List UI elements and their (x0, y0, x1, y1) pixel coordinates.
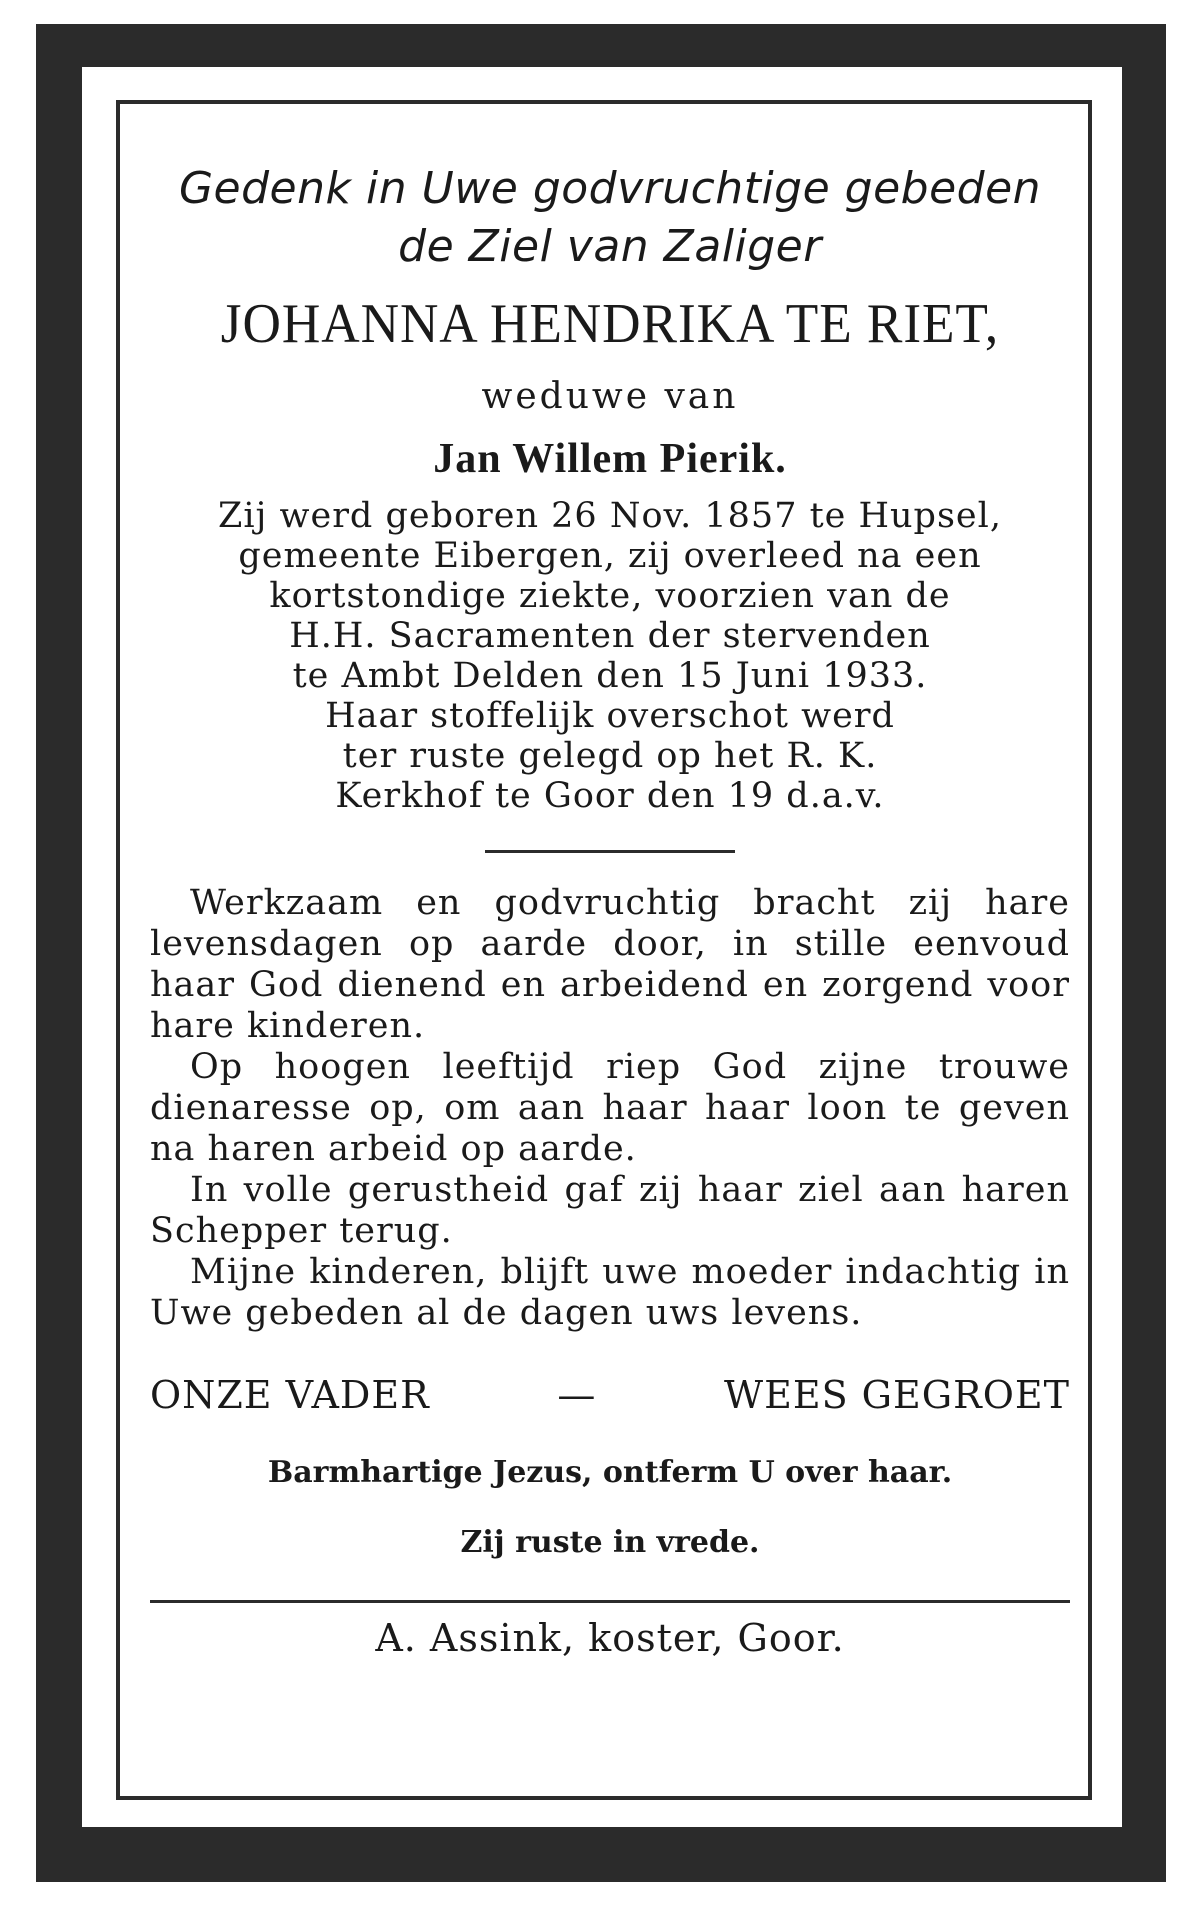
biography-line: Kerkhof te Goor den 19 d.a.v. (335, 776, 885, 816)
intro-line-1: Gedenk in Uwe godvruchtige gebeden (178, 163, 1042, 214)
biography-line: H.H. Sacramenten der stervenden (289, 616, 931, 656)
biography-line: gemeente Eibergen, zij overleed na een (238, 536, 982, 576)
printer-credit: A. Assink, koster, Goor. (375, 1616, 845, 1660)
intro-heading (150, 160, 1070, 276)
husband-name: Jan Willem Pierik. (433, 436, 787, 482)
biography-line: te Ambt Delden den 15 Juni 1933. (292, 656, 928, 696)
biography-line: ter ruste gelegd op het R. K. (342, 736, 878, 776)
tribute-text (150, 883, 1070, 1334)
biography (150, 496, 1070, 816)
biography-line: kortstondige ziekte, voorzien van de (269, 576, 951, 616)
tribute-paragraph: Mijne kinderen, blijft uwe moeder indachtig in Uwe gebeden al de dagen uws levens. (150, 1252, 1070, 1333)
prayers-line (150, 1370, 1070, 1420)
card-content (150, 160, 1070, 1663)
widow-of-label: weduwe van (481, 376, 739, 417)
deceased-name: JOHANNA HENDRIKA TE RIET, (220, 293, 1000, 355)
biography-line: Zij werd geboren 26 Nov. 1857 te Hupsel, (218, 496, 1002, 536)
footer-divider (150, 1600, 1070, 1603)
invocation: Barmhartige Jezus, ontferm U over haar. (267, 1455, 953, 1490)
prayer-hail-mary: WEES GEGROET (724, 1373, 1070, 1417)
section-divider (485, 850, 735, 853)
biography-line: Haar stoffelijk overschot werd (325, 696, 895, 736)
prayer-our-father: ONZE VADER (150, 1373, 430, 1417)
prayer-dash: — (557, 1373, 597, 1417)
tribute-paragraph: Op hoogen leeftijd riep God zijne trouwe dienaresse op, om aan haar haar loon te geven na haren arbeid op aarde. (150, 1047, 1070, 1169)
rest-in-peace: Zij ruste in vrede. (460, 1525, 760, 1560)
intro-line-2: de Ziel van Zaliger (398, 221, 822, 272)
tribute-paragraph: In volle gerustheid gaf zij haar ziel aan haren Schepper terug. (150, 1170, 1070, 1251)
tribute-paragraph: Werkzaam en godvruchtig bracht zij hare levensdagen op aarde door, in stille eenvoud haar God dienend en arbeidend en zorgend voor hare kinderen. (150, 883, 1070, 1046)
